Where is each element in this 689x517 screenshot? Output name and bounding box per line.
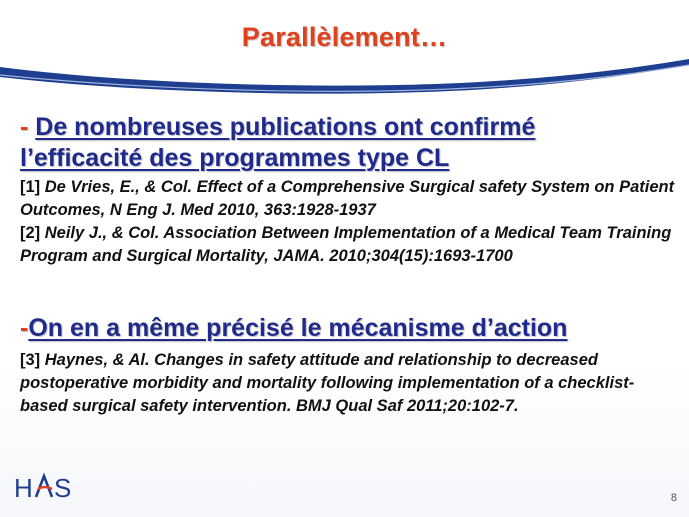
section-heading-mechanism (20, 313, 567, 344)
has-logo (14, 470, 78, 504)
reference-item (20, 176, 680, 222)
reference-item (20, 349, 680, 418)
heading-line: On en a même précisé le mécanisme d’action (28, 314, 568, 342)
reference-number: [3] (20, 351, 41, 369)
slide-title: Parallèlement… (241, 22, 448, 52)
page-number: 8 (670, 492, 677, 504)
reference-text: De Vries, E., & Col. Effect of a Comprehensive Surgical safety System on Patient Outcomes, N Eng J. Med 2010, 363:1928-1937 (20, 178, 675, 219)
reference-list-1 (20, 176, 680, 268)
svg-text:S: S (54, 473, 72, 503)
reference-list-2 (20, 349, 680, 418)
heading-line-2: l’efficacité des programmes type CL (20, 144, 450, 172)
reference-text: Haynes, & Al. Changes in safety attitude and relationship to decreased postoperative morbidity and mortality following implementation of a checklist-based surgical safety intervention. BMJ Qual Saf 2011;20:102-7. (20, 351, 635, 415)
bullet-dash: - (20, 314, 29, 342)
reference-number: [2] (20, 224, 41, 242)
section-heading-publications (20, 112, 535, 174)
reference-item (20, 222, 680, 268)
reference-text: Neily J., & Col. Association Between Implementation of a Medical Team Training Program and Surgical Mortality, JAMA. 2010;304(15):1693-1700 (20, 224, 672, 265)
reference-number: [1] (20, 178, 41, 196)
heading-line-1: De nombreuses publications ont confirmé (35, 113, 536, 141)
bullet-dash: - (20, 113, 36, 141)
header-swoosh (0, 55, 689, 95)
svg-text:H: H (14, 473, 34, 503)
